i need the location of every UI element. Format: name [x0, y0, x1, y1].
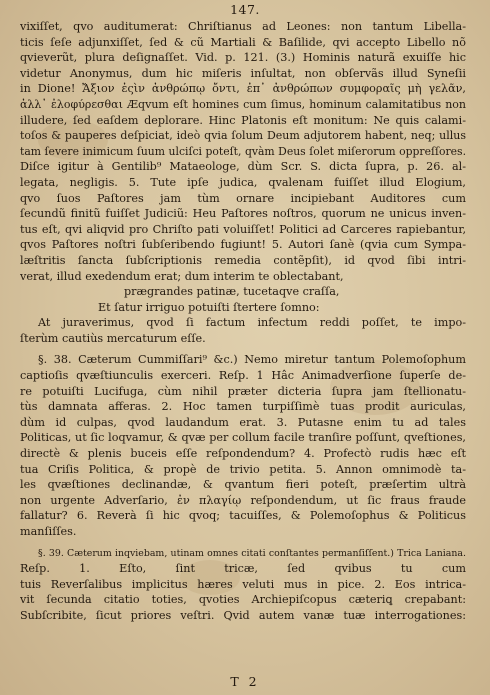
text-line: videtur Anonymus, dum hic miſeris inſultat, non obſervãs illud Syneſii: [20, 66, 466, 80]
text-line: qvos Paſtores noſtri ſubſeribendo fugiunt! 5. Autori ſanè (qvia cum Sympa-: [20, 238, 466, 252]
text-line: Politicas, ut ſic loqvamur, & qvæ per collum facile tranſire poſſunt, qveſtiones,: [20, 431, 466, 445]
text-line: vixiſſet, qvo auditumerat: Chriſtianus ad Leones: non tantum Libella-: [20, 20, 466, 33]
verse-line: prægrandes patinæ, tucetaqve craſſa,: [124, 285, 340, 299]
text-line: re potuiſti Lucifuga, cùm nihil præter dicteria ſupra jam ſtellionatu-: [20, 384, 466, 398]
text-line: qvo ſuos Paſtores jam tùm ornare incipiebant Auditores cum: [20, 191, 466, 205]
text-line: verat, illud exedendum erat; dum interim te oblectabant,: [20, 269, 344, 283]
text-line: ſecundũ finitũ fuiſſet Judiciũ: Heu Paſtores noſtros, quorum ne unicus inven-: [20, 207, 466, 221]
text-line: tùs damnata afferas. 2. Hoc tamen turpiſſimè tuas prodit auriculas,: [20, 400, 466, 414]
text-line: qvieverũt, plura deſignaſſet. Vid. p. 121. (3.) Hominis naturã exuiſſe hic: [20, 51, 466, 65]
text-line: manſiſſes.: [20, 525, 77, 538]
text-line: tam ſevere inimicum ſuum ulciſci poteſt, qvàm Deus ſolet miſerorum oppreſſores.: [20, 144, 466, 158]
text-line: legata, negligis. 5. Tute ipſe judica, qvalenam fuiſſet illud Elogium,: [20, 175, 466, 189]
text-line: ἀλλ᾽ ἐλοφύρεσθαι Æqvum eſt homines cum ſimus, hominum calamitatibus non: [20, 97, 466, 111]
signature-mark: T 2: [230, 674, 260, 689]
text-line: non urgente Adverſario, ἐν πλαγίῳ reſpondendum, ut ſic fraus fraude: [20, 493, 466, 507]
text-line: Subſcribite, ſicut priores veſtri. Qvid autem vanæ tuæ interrogationes:: [20, 608, 466, 622]
text-line: vit ſecunda citatio toties, qvoties Archiepiſcopus cæteriꝗ crepabant:: [20, 593, 466, 607]
text-line: At juraverimus, qvod ſi factum infectum reddi poſſet, te impo-: [38, 316, 466, 330]
text-line: directè & plenis buceis eſſe reſpondendum? 4. Profectò rudis hæc eſt: [20, 447, 466, 461]
text-line: læſtritis ſancta ſubſcriptionis remedia contẽpſit), id qvod ſibi intri-: [20, 253, 466, 267]
text-line: fallatur? 6. Reverà ſi hic qvoq; tacuiſſes, & Polemoſophus & Politicus: [20, 509, 466, 523]
text-line: tus eſt, qvi aliqvid pro Chriſto pati voluiſſet! Politici ad Carceres rapiebantur,: [20, 222, 466, 236]
text-line: ſterùm cautiùs mercaturum eſſe.: [20, 331, 206, 345]
body-text: [20, 19, 466, 624]
section-39-heading: §. 39. Cæterum inqviebam, utinam omnes citati conſtantes permanſiſſent.) Trica Laniana.: [38, 547, 466, 559]
section-38-heading: §. 38. Cæterum Cummiſſari⁹ &c.) Nemo miretur tantum Polemoſophum: [38, 353, 466, 367]
text-line: in Dione! Ἄξιον ἐςὶν ἀνθρώπῳ ὄντι, ἐπ᾽ ἀνθρώπων συμφοραῖς μὴ γελᾶν,: [20, 82, 466, 96]
text-line: toſos & pauperes deſpiciat, ideò qvia ſolum Deum adjutorem habent, neq; ullus: [20, 129, 466, 143]
text-line: ticis ſeſe adjunxiſſet, ſed & cũ Martiali & Baſilide, qvi accepto Libello nõ: [20, 35, 466, 49]
text-line: tuis Reverſalibus implicitus hæres veluti mus in pice. 2. Eos intrica-: [20, 577, 466, 591]
text-line: tua Criſis Politica, & propè de trivio petita. 5. Annon omnimodè ta-: [20, 462, 466, 476]
page-number: 147.: [230, 2, 260, 17]
text-line: Diſce igitur à Gentilib⁹ Mataeologe, dùm Scr. S. dicta ſupra, p. 26. al-: [20, 160, 466, 174]
verse-line: Et ſatur irriguo potuiſti ſtertere ſomno:: [98, 300, 320, 314]
text-line: Reſp. 1. Eſto, ſint tricæ, ſed qvibus tu cum: [20, 562, 466, 576]
text-line: captioſis qvæſtiunculis exerceri. Reſp. 1 Hâc Animadverſione ſuperſe de-: [20, 369, 466, 383]
text-line: dùm id culpas, qvod laudandum erat. 3. Putasne enim tu ad tales: [20, 415, 466, 429]
text-line: les qvæſtiones declinandæ, & qvantum fieri poteſt, præſertim ultrà: [20, 478, 466, 492]
text-line: illudere, ſed eaſdem deplorare. Hinc Platonis eſt monitum: Ne quis calami-: [20, 113, 466, 127]
